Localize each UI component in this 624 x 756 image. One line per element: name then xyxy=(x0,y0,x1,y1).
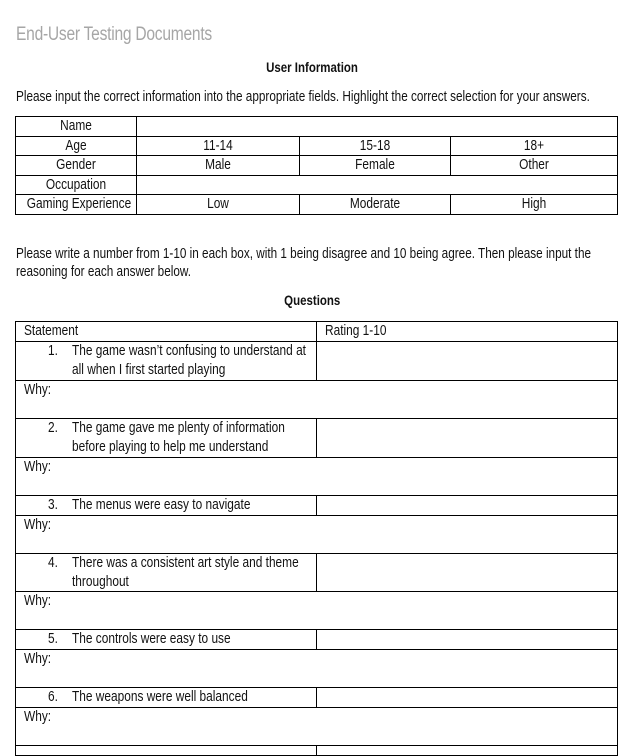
header-text: Rating 1-10 xyxy=(325,323,387,339)
age-option-11-14[interactable] xyxy=(137,136,300,156)
info-label-occupation xyxy=(16,175,137,195)
why-input[interactable] xyxy=(16,381,618,419)
why-label: Why: xyxy=(24,382,52,398)
why-input[interactable] xyxy=(16,592,618,630)
why-row xyxy=(16,592,618,630)
question-number: 4. xyxy=(48,555,58,571)
statement-text: The menus were easy to navigate xyxy=(72,497,251,513)
label-text: Gaming Experience xyxy=(26,196,132,212)
question-row xyxy=(16,688,618,708)
statement-text: The game wasn’t confusing to understand at xyxy=(72,343,306,359)
why-row xyxy=(16,381,618,419)
info-label-age xyxy=(16,136,137,156)
questions-instructions-line-1: Please write a number from 1-10 in each box, with 1 being disagree and 10 being agree. Then please input the xyxy=(16,246,592,262)
option-text: Male xyxy=(205,157,231,173)
question-number: 5. xyxy=(48,631,58,647)
user-information-heading xyxy=(0,59,624,75)
statement-cell xyxy=(16,688,317,708)
question-row xyxy=(16,496,618,516)
experience-option-moderate[interactable] xyxy=(300,195,451,215)
why-row xyxy=(16,516,618,554)
statement-cell xyxy=(16,630,317,650)
question-row xyxy=(16,554,618,592)
question-row xyxy=(16,419,618,458)
option-text: 18+ xyxy=(523,137,545,154)
question-number: 6. xyxy=(48,689,58,705)
statement-text: The weapons were well balanced xyxy=(72,689,248,705)
statement-cell xyxy=(16,419,317,458)
question-row xyxy=(16,342,618,381)
questions-heading xyxy=(0,292,624,308)
option-text: Female xyxy=(355,157,395,173)
age-option-15-18[interactable] xyxy=(300,136,451,156)
info-label-gender xyxy=(16,156,137,176)
why-input[interactable] xyxy=(16,516,618,554)
rating-input[interactable] xyxy=(317,688,618,708)
option-text: Moderate xyxy=(349,196,401,212)
option-text: High xyxy=(521,196,547,212)
info-label-name xyxy=(16,117,137,137)
rating-input[interactable] xyxy=(317,342,618,381)
experience-option-low[interactable] xyxy=(137,195,300,215)
why-input[interactable] xyxy=(16,650,618,688)
occupation-field[interactable] xyxy=(137,175,618,195)
question-number: 2. xyxy=(48,420,58,436)
statement-cell xyxy=(16,496,317,516)
why-label: Why: xyxy=(24,459,52,475)
info-row-age xyxy=(16,136,618,156)
statement-text: There was a consistent art style and theme xyxy=(72,555,299,571)
statement-cell xyxy=(16,746,317,756)
statement-cell xyxy=(16,342,317,381)
question-number: 3. xyxy=(48,497,58,513)
header-text: Statement xyxy=(24,323,79,339)
name-field[interactable] xyxy=(137,117,618,137)
why-input[interactable] xyxy=(16,708,618,746)
question-row-partial xyxy=(16,746,618,756)
age-option-18-plus[interactable] xyxy=(451,136,618,156)
gender-option-female[interactable] xyxy=(300,156,451,176)
why-row xyxy=(16,650,618,688)
info-row-gaming-experience xyxy=(16,195,618,215)
why-label: Why: xyxy=(24,517,52,533)
statement-text: throughout xyxy=(72,574,129,590)
rating-input[interactable] xyxy=(317,554,618,592)
option-text: Other xyxy=(519,157,549,173)
why-row xyxy=(16,708,618,746)
question-number: 1. xyxy=(48,343,58,359)
option-text: 15-18 xyxy=(359,137,391,154)
statement-text: The controls were easy to use xyxy=(72,631,231,647)
document-title-text: End-User Testing Documents xyxy=(16,24,212,45)
statement-column-header xyxy=(16,322,317,342)
label-text: Occupation xyxy=(45,176,107,193)
label-text: Gender xyxy=(56,157,96,173)
statement-text: before playing to help me understand xyxy=(72,439,269,455)
statement-text: all when I first started playing xyxy=(72,362,226,378)
info-row-occupation xyxy=(16,175,618,195)
document-title xyxy=(16,24,255,46)
gender-option-other[interactable] xyxy=(451,156,618,176)
questions-table xyxy=(15,321,618,756)
why-label: Why: xyxy=(24,651,52,667)
questions-instructions-line-2: reasoning for each answer below. xyxy=(16,264,191,280)
user-info-instructions: Please input the correct information into the appropriate fields. Highlight the correct selection for your answers. xyxy=(16,89,590,105)
user-information-heading-text: User Information xyxy=(266,59,358,75)
info-label-gaming-experience xyxy=(16,195,137,215)
option-text: Low xyxy=(207,196,229,212)
why-label: Why: xyxy=(24,593,52,609)
experience-option-high[interactable] xyxy=(451,195,618,215)
questions-instructions xyxy=(16,245,615,281)
rating-input[interactable] xyxy=(317,419,618,458)
rating-input[interactable] xyxy=(317,496,618,516)
statement-text: The game gave me plenty of information xyxy=(72,420,285,436)
rating-column-header xyxy=(317,322,618,342)
rating-input[interactable] xyxy=(317,630,618,650)
rating-input[interactable] xyxy=(317,746,618,756)
info-row-name xyxy=(16,117,618,137)
gender-option-male[interactable] xyxy=(137,156,300,176)
questions-heading-text: Questions xyxy=(283,292,341,308)
option-text: 11-14 xyxy=(203,137,233,154)
why-label: Why: xyxy=(24,709,52,725)
user-info-table xyxy=(15,116,618,215)
label-text: Age xyxy=(65,137,87,154)
statement-cell xyxy=(16,554,317,592)
question-row xyxy=(16,630,618,650)
why-input[interactable] xyxy=(16,458,618,496)
label-text: Name xyxy=(60,118,92,134)
why-row xyxy=(16,458,618,496)
questions-header-row xyxy=(16,322,618,342)
info-row-gender xyxy=(16,156,618,176)
